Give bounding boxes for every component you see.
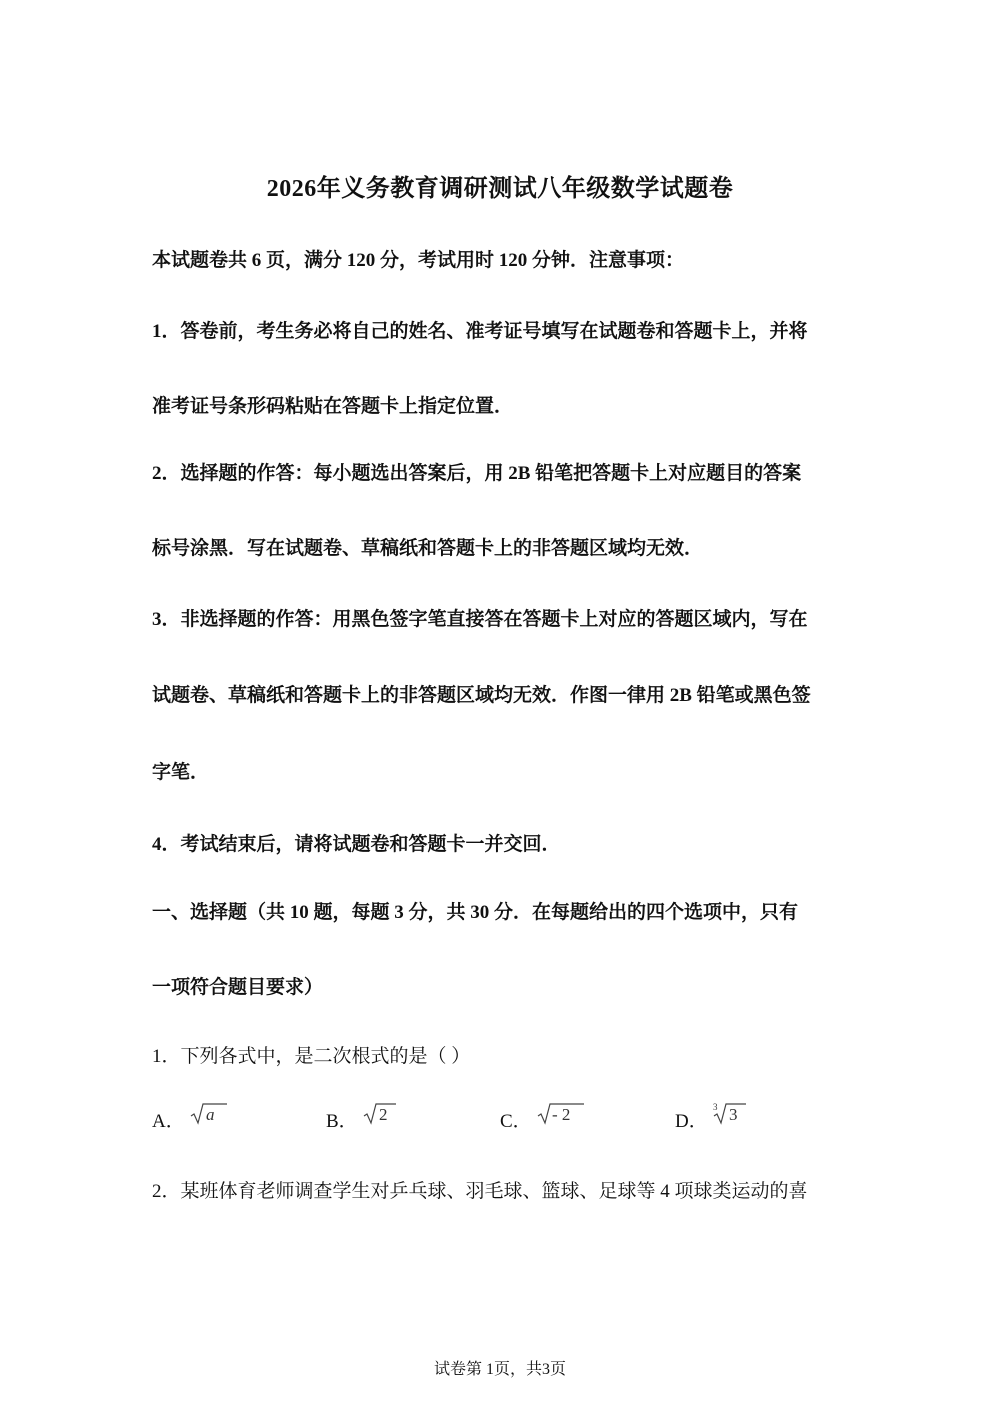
note-line: 2．选择题的作答：每小题选出答案后，用 2B 铅笔把答题卡上对应题目的答案	[152, 463, 802, 484]
option-d	[675, 1101, 752, 1133]
note-line: 3．非选择题的作答：用黑色签字笔直接答在答题卡上对应的答题区域内，写在	[152, 609, 808, 630]
option-label: B．	[326, 1111, 358, 1132]
note-line: 字笔．	[152, 762, 210, 783]
option-c	[500, 1101, 586, 1133]
option-label: D．	[675, 1111, 708, 1132]
note-line: 1．答卷前，考生务必将自己的姓名、准考证号填写在试题卷和答题卡上，并将	[152, 321, 808, 342]
sqrt-icon	[189, 1101, 229, 1127]
section-header: 一项符合题目要求）	[152, 977, 324, 998]
note-line: 4．考试结束后，请将试题卷和答题卡一并交回．	[152, 834, 561, 855]
option-label: A．	[152, 1111, 185, 1132]
sqrt-icon	[536, 1101, 586, 1127]
cube-root-icon	[712, 1101, 752, 1127]
radicand: 2	[378, 1105, 388, 1124]
exam-intro: 本试题卷共 6 页，满分 120 分，考试用时 120 分钟．注意事项：	[152, 250, 685, 271]
note-line: 试题卷、草稿纸和答题卡上的非答题区域均无效．作图一律用 2B 铅笔或黑色签	[152, 685, 811, 706]
question-1-options	[152, 1101, 872, 1131]
section-header: 一、选择题（共 10 题，每题 3 分，共 30 分．在每题给出的四个选项中，只有	[152, 902, 799, 923]
option-label: C．	[500, 1111, 532, 1132]
note-line: 准考证号条形码粘贴在答题卡上指定位置．	[152, 396, 514, 417]
question-1-stem: 1．下列各式中，是二次根式的是（ ）	[152, 1046, 471, 1067]
radicand: 3	[728, 1105, 738, 1124]
option-a	[152, 1101, 229, 1133]
radicand: - 2	[551, 1105, 571, 1124]
document-title: 2026年义务教育调研测试八年级数学试题卷	[266, 176, 734, 202]
root-index: 3	[712, 1102, 718, 1112]
radicand: a	[205, 1105, 215, 1124]
page-footer: 试卷第 1页，共3页	[433, 1361, 566, 1378]
note-line: 标号涂黑．写在试题卷、草稿纸和答题卡上的非答题区域均无效．	[152, 538, 704, 559]
question-2-stem: 2．某班体育老师调查学生对乒乓球、羽毛球、篮球、足球等 4 项球类运动的喜	[152, 1181, 808, 1202]
option-b	[326, 1101, 402, 1133]
sqrt-icon	[362, 1101, 402, 1127]
